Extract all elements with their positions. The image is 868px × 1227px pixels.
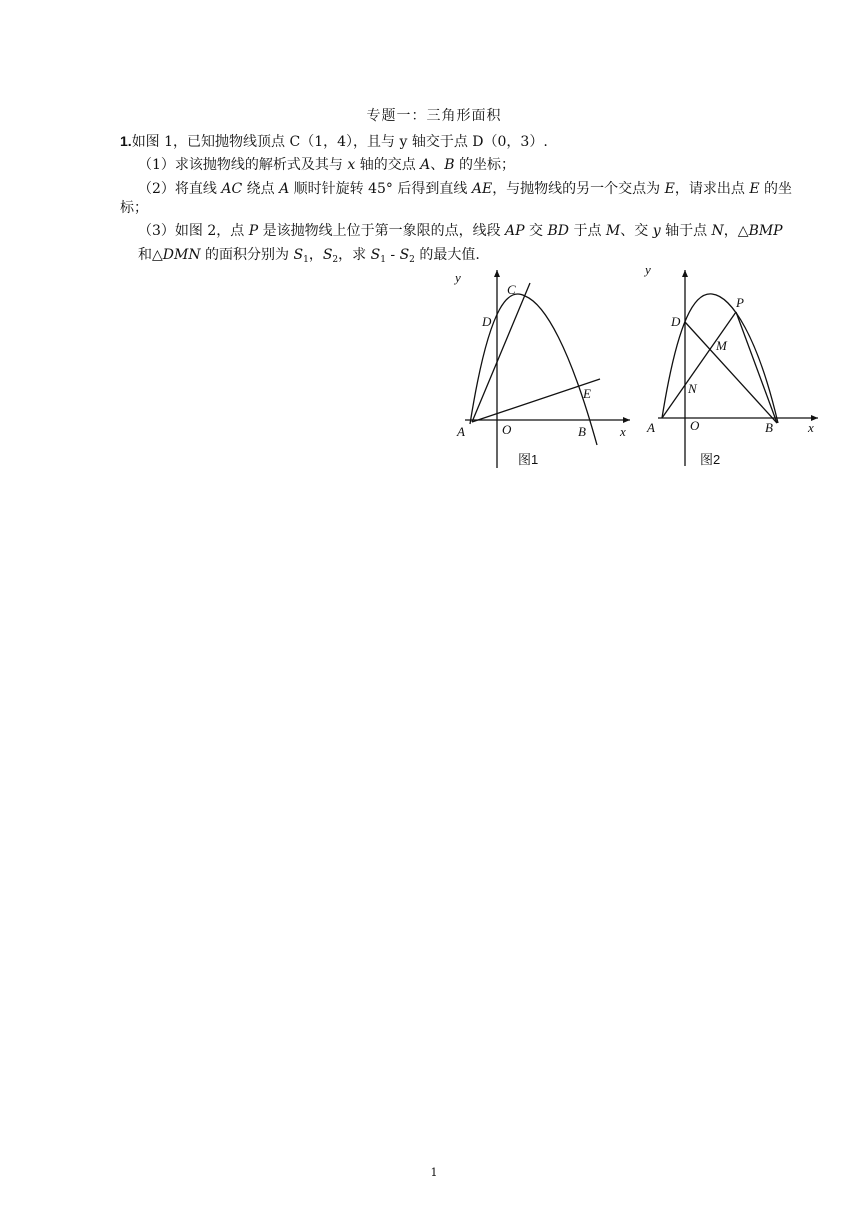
label-x: x <box>808 420 814 435</box>
q3-text: 、交 <box>620 223 653 239</box>
segment-bd <box>685 322 777 423</box>
q2-var-a: A <box>279 181 290 197</box>
figure-1-caption: 图1 <box>518 452 539 467</box>
q1-text: 的坐标； <box>454 157 516 173</box>
q3-text: ，求 <box>338 247 371 263</box>
figure-1-diagram <box>450 258 635 473</box>
q3-var-ap: AP <box>505 223 525 239</box>
question-3 <box>138 222 783 240</box>
question-2 <box>138 180 792 198</box>
q3-var-s: S <box>370 247 381 263</box>
q3-subscript: 1 <box>303 255 309 265</box>
label-x: x <box>620 424 626 439</box>
x-axis-arrow-icon <box>623 417 630 423</box>
label-e: E <box>583 386 591 401</box>
line-ae <box>472 379 600 422</box>
q1-text: （1）求该抛物线的解析式及其与 <box>138 157 348 173</box>
figure-2 <box>640 258 825 477</box>
problem-number: 1. <box>120 133 132 149</box>
q3-var-bmp: BMP <box>748 223 783 239</box>
question-2-continued: 标； <box>120 200 148 216</box>
q3-var-bd: BD <box>547 223 569 239</box>
q3-text: 的最大值. <box>414 247 480 263</box>
q2-var-ac: AC <box>221 181 243 197</box>
figure-2-caption: 图2 <box>700 452 721 467</box>
y-axis-arrow-icon <box>494 270 500 277</box>
label-o: O <box>502 422 512 437</box>
q3-subscript: 1 <box>380 255 386 265</box>
q3-text: 交 <box>524 223 548 239</box>
label-y: y <box>645 262 651 277</box>
q3-subscript: 2 <box>409 255 415 265</box>
q2-text: 的坐 <box>759 181 793 197</box>
q3-text: 是该抛物线上位于第一象限的点，线段 <box>258 223 506 239</box>
q1-text: 、 <box>430 157 445 173</box>
q2-text: ，与抛物线的另一个交点为 <box>492 181 665 197</box>
q1-var-b: B <box>444 157 455 173</box>
problem-intro <box>120 132 548 151</box>
q3-text: 轴于点 <box>660 223 712 239</box>
segment-bp <box>736 312 777 423</box>
q2-text: 顺时针旋转 45° 后得到直线 <box>289 181 472 197</box>
label-d: D <box>671 314 681 329</box>
label-y: y <box>455 270 461 285</box>
q1-var-a: A <box>420 157 431 173</box>
problem-intro-text: 如图 1，已知抛物线顶点 C（1，4），且与 y 轴交于点 D（0，3）. <box>131 134 548 150</box>
q1-text: 轴的交点 <box>355 157 421 173</box>
q3-text: ，△ <box>723 223 749 239</box>
page-title: 专题一：三角形面积 <box>366 108 502 124</box>
q2-text: （2）将直线 <box>138 181 222 197</box>
figure-2-diagram <box>640 258 825 473</box>
label-a: A <box>457 424 465 439</box>
label-n: N <box>688 381 697 396</box>
page-number: 1 <box>430 1166 438 1179</box>
label-m: M <box>716 338 727 353</box>
figure-1 <box>450 258 635 477</box>
q3-text: （3）如图 2，点 <box>138 223 249 239</box>
question-1 <box>138 156 515 174</box>
q3-var-y: y <box>652 223 661 239</box>
label-o: O <box>690 418 700 433</box>
q3-var-s: S <box>322 247 333 263</box>
y-axis-arrow-icon <box>682 270 688 277</box>
q2-var-e: E <box>749 181 760 197</box>
label-p: P <box>736 295 744 310</box>
q1-var-x: x <box>347 157 356 173</box>
q3-var-p: P <box>248 223 259 239</box>
q2-text: 绕点 <box>242 181 280 197</box>
q3-text: 的面积分别为 <box>200 247 294 263</box>
label-b: B <box>765 420 773 435</box>
q3-text: 和△ <box>138 247 163 263</box>
q2-var-e: E <box>664 181 675 197</box>
label-c: C <box>507 282 516 297</box>
question-3-continued <box>138 246 480 269</box>
q3-var-s: S <box>293 247 304 263</box>
q3-var-s: S <box>399 247 410 263</box>
q3-text: ， <box>308 247 323 263</box>
label-b: B <box>578 424 586 439</box>
label-d: D <box>482 314 492 329</box>
label-a: A <box>647 420 655 435</box>
q3-subscript: 2 <box>332 255 339 265</box>
q3-var-m: M <box>605 223 621 239</box>
q3-text: - <box>385 247 400 263</box>
q3-var-n: N <box>711 223 724 239</box>
line-ac <box>472 283 530 422</box>
q3-var-dmn: DMN <box>162 247 201 263</box>
q2-text: ，请求出点 <box>674 181 750 197</box>
q2-var-ae: AE <box>471 181 493 197</box>
q3-text: 于点 <box>569 223 606 239</box>
